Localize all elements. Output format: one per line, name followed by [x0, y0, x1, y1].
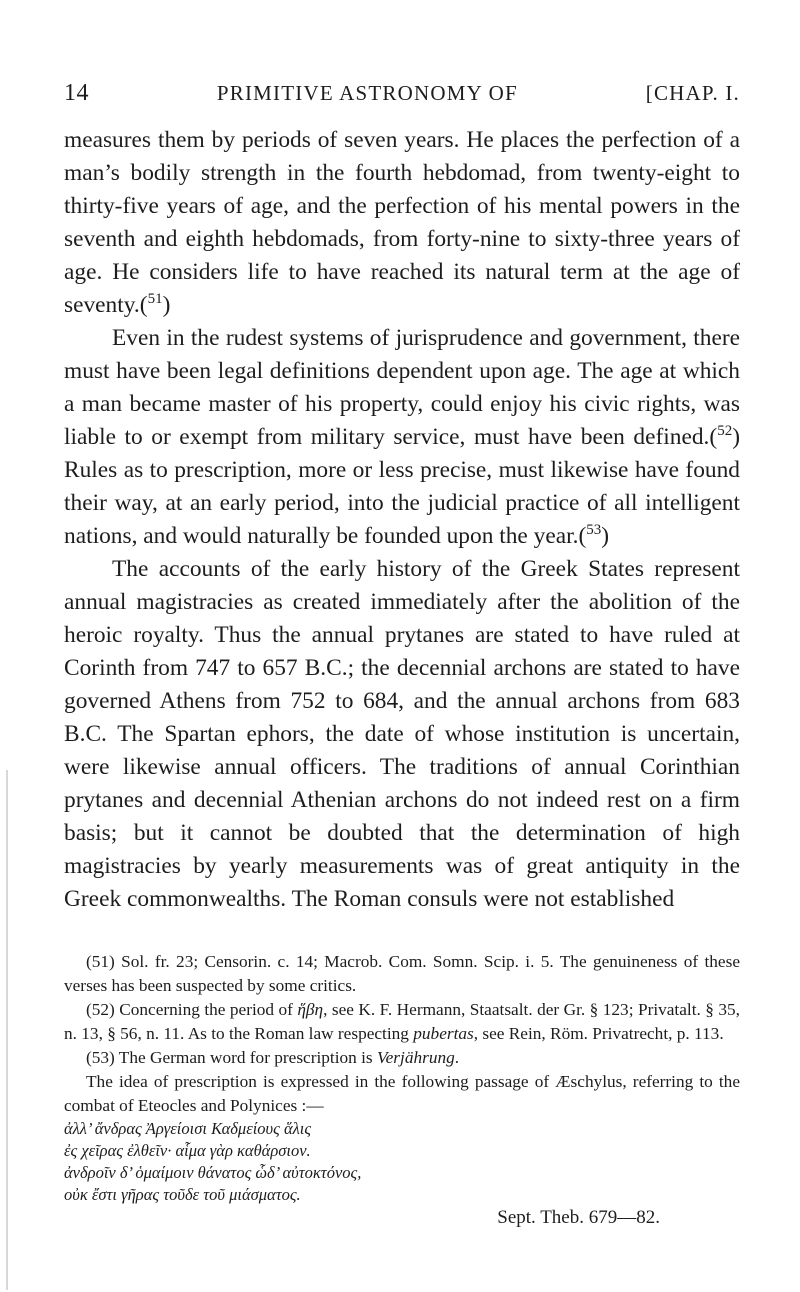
running-header — [64, 80, 740, 120]
footnote-text: (53) The German word for prescription is — [86, 1048, 377, 1067]
paragraph-text: ; the decennial archons are stated to have governed Athens from 752 to 684, and the annual archons from 683 — [64, 655, 741, 714]
page-edge-shadow — [0, 770, 8, 1290]
paragraph-text: ) — [601, 523, 610, 549]
footnote-text: , see Rein, Röm. Privatrecht, p. 113. — [473, 1024, 724, 1043]
book-page — [64, 80, 740, 1230]
footnote-text: . — [454, 1048, 460, 1067]
greek-line: ἐς χεῖρας ἐλθεῖν· αἷμα γὰρ καθάρσιον. — [64, 1141, 311, 1160]
paragraph-3 — [64, 553, 740, 916]
paragraph-text: measures them by periods of seven years. He places the perfection of a man’s bodily strength in the fourth hebdomad, from twenty-eight to thirty-five years of age, and the perfection of his mental powers in the seventh and eighth hebdomads, from forty-nine to sixty-three years of age. He considers life to have reached its natural term at the age of seventy.( — [64, 127, 740, 318]
footnotes — [64, 950, 740, 1230]
footnote-ref-53[interactable]: 53 — [586, 522, 602, 539]
footnote-text: (52) Concerning the period of — [86, 1000, 298, 1019]
footnote-ref-51[interactable]: 51 — [147, 291, 163, 308]
footnote-53 — [64, 1046, 740, 1070]
greek-line: ἀνδροῖν δ’ ὁμαίμοιν θάνατος ὧδ’ αὐτοκτόνος, — [64, 1163, 362, 1182]
greek-quotation — [64, 1118, 740, 1206]
footnote-ref-52[interactable]: 52 — [717, 423, 733, 440]
paragraph-2 — [64, 322, 740, 553]
paragraph-1 — [64, 124, 740, 322]
paragraph-text: ) — [162, 292, 171, 318]
running-title: PRIMITIVE ASTRONOMY OF — [216, 81, 518, 105]
german-term: Verjährung — [376, 1048, 455, 1067]
paragraph-text: ) Rules as to prescription, more or less precise, must likewise have found their way, at an early period, into the judicial practice of all intelligent nations, and would naturally be founded upon the year.( — [64, 424, 740, 549]
greek-line: ἀλλ’ ἄνδρας Ἀργείοισι Καδμείους ἅλις — [64, 1119, 312, 1138]
quotation-citation: Sept. Theb. 679—82. — [497, 1207, 660, 1228]
footnote-53-continued: The idea of prescription is expressed in the following passage of Æschylus, referring to the combat of Eteocles and Polynices :— — [64, 1072, 740, 1115]
era-abbrev: B.C. — [304, 655, 348, 681]
footnote-51: (51) Sol. fr. 23; Censorin. c. 14; Macrob. Com. Somn. Scip. i. 5. The genuineness of these verses has been suspected by some critics. — [64, 952, 740, 995]
greek-line: οὐκ ἔστι γῆρας τοῦδε τοῦ μιάσματος. — [64, 1185, 301, 1204]
greek-term: ἥβη — [297, 1000, 324, 1019]
footnote-text: , see K. F. Hermann, Staatsalt. der Gr. § 123; Privatalt. § 35, n. 13, § 56, n. 11. As to the Roman law respecting — [64, 1000, 740, 1043]
paragraph-text: The accounts of the early history of the Greek States represent annual magistracies as created immediately after the abolition of the heroic royalty. Thus the annual prytanes are stated to have ruled at Corinth from 747 to 657 — [64, 556, 740, 681]
footnote-52 — [64, 998, 740, 1046]
body-text — [64, 124, 740, 916]
chapter-label: [CHAP. I. — [645, 81, 740, 105]
paragraph-text: Even in the rudest systems of jurisprudence and government, there must have been legal definitions dependent upon age. The age at which a man became master of his property, could enjoy his civic rights, was liable to or exempt from military service, must have been defined.( — [64, 325, 740, 450]
paragraph-text: The Spartan ephors, the date of whose institution is uncertain, were likewise annual officers. The traditions of annual Corinthian prytanes and decennial Athenian archons do not indeed rest on a firm basis; but it cannot be doubted that the determination of high magistracies by yearly measurements was of great antiquity in the Greek commonwealths. The Roman consuls were not established — [64, 721, 740, 912]
era-abbrev: B.C. — [64, 721, 107, 747]
page-number: 14 — [64, 80, 89, 106]
latin-term: pubertas — [413, 1024, 474, 1043]
